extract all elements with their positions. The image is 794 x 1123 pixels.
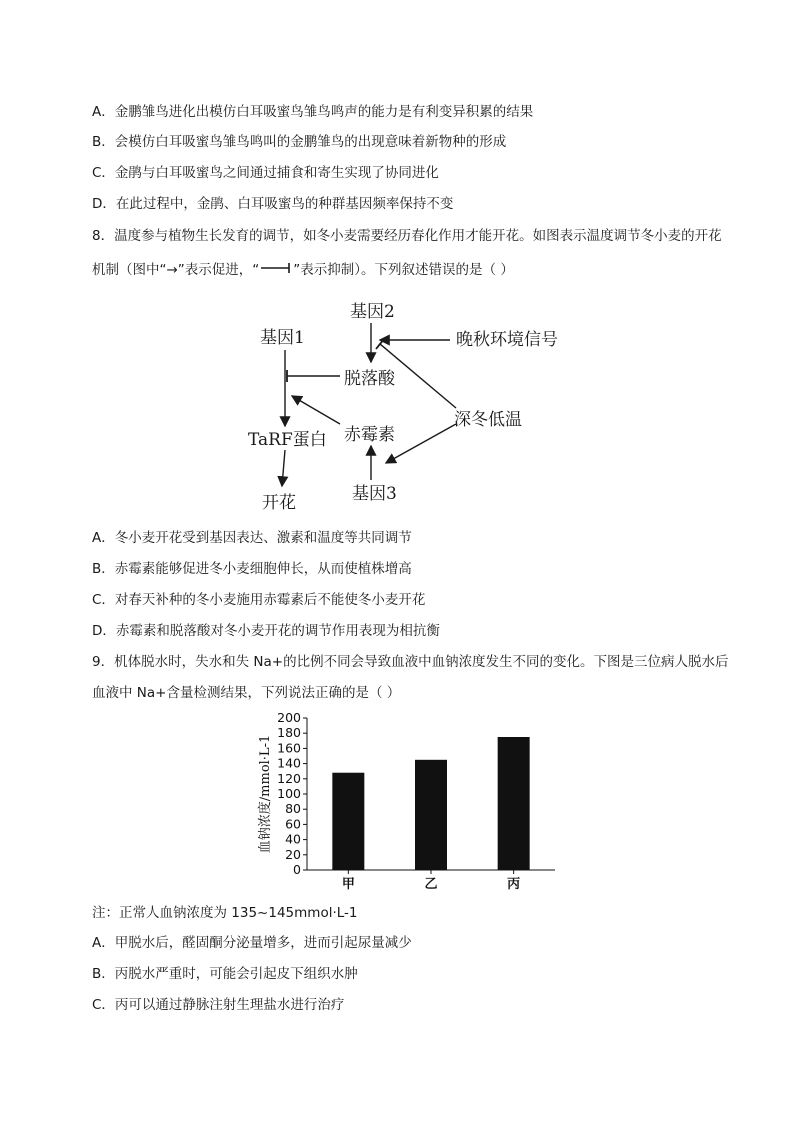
- q8-option-a: A．冬小麦开花受到基因表达、激素和温度等共同调节: [92, 530, 412, 546]
- blood-sodium-bar-chart: [240, 705, 570, 895]
- arrow-ga-to-tarf: [292, 396, 340, 424]
- y-tick-label: 20: [285, 846, 301, 862]
- y-tick-label: 140: [277, 755, 301, 771]
- q8-option-d: D．赤霉素和脱落酸对冬小麦开花的调节作用表现为相抗衡: [92, 623, 440, 639]
- inhibit-arrow-icon: [259, 261, 293, 279]
- y-tick-label: 100: [277, 786, 301, 801]
- q8-option-c: C．对春天补种的冬小麦施用赤霉素后不能使冬小麦开花: [92, 592, 426, 608]
- y-tick-label: 200: [277, 710, 301, 725]
- q8-stem-line2: [92, 261, 514, 279]
- node-late-autumn-signal: 晚秋环境信号: [456, 330, 558, 350]
- arrow-cold-to-gene3: [386, 424, 456, 463]
- q9-stem-line2: 血液中 Na+含量检测结果，下列说法正确的是（ ）: [92, 685, 401, 701]
- y-tick-label: 0: [293, 862, 301, 877]
- q8-stem-line2-pre: 机制（图中“→”表示促进，“: [92, 262, 260, 278]
- q9-option-a: A．甲脱水后，醛固酮分泌量增多，进而引起尿量减少: [92, 935, 412, 951]
- q8-stem-line1: 8．温度参与植物生长发育的调节，如冬小麦需要经历春化作用才能开花。如图表示温度调节冬小麦的开花: [92, 228, 722, 244]
- node-gene1: 基因1: [260, 328, 305, 348]
- node-deep-winter-cold: 深冬低温: [454, 410, 522, 430]
- node-gene2: 基因2: [350, 302, 395, 322]
- x-category-label: 甲: [341, 877, 355, 892]
- q9-option-b: B．丙脱水严重时，可能会引起皮下组织水肿: [92, 966, 358, 982]
- y-tick-label: 180: [277, 725, 301, 741]
- q7-option-b: B．会模仿白耳吸蜜鸟雏鸟鸣叫的金鹏雏鸟的出现意味着新物种的形成: [92, 134, 507, 150]
- bar-2: [415, 760, 447, 870]
- y-tick-label: 80: [285, 801, 301, 817]
- q9-stem-line1: 9．机体脱水时，失水和失 Na+的比例不同会导致血液中血钠浓度发生不同的变化。下图是三位病人脱水后: [92, 654, 729, 670]
- y-tick-label: 160: [277, 740, 301, 756]
- q7-option-a: A．金鹏雏鸟进化出模仿白耳吸蜜鸟雏鸟鸣声的能力是有利变异积累的结果: [92, 104, 534, 120]
- bar-1: [332, 773, 364, 870]
- bar-3: [498, 737, 530, 870]
- q7-option-c: C．金鹃与白耳吸蜜鸟之间通过捕食和寄生实现了协同进化: [92, 165, 439, 181]
- x-category-label: 乙: [424, 877, 438, 892]
- y-tick-label: 40: [285, 831, 301, 847]
- q9-option-c: C．丙可以通过静脉注射生理盐水进行治疗: [92, 997, 345, 1013]
- q8-option-b: B．赤霉素能够促进冬小麦细胞伸长，从而使植株增高: [92, 561, 412, 577]
- x-category-label: 丙: [507, 877, 521, 892]
- y-tick-label: 60: [285, 816, 301, 832]
- q9-note: 注：正常人血钠浓度为 135~145mmol·L-1: [92, 905, 358, 921]
- y-axis-label: 血钠浓度/mmol·L-1: [258, 734, 273, 854]
- y-tick-label: 120: [277, 770, 301, 786]
- flowering-regulation-diagram: [240, 298, 600, 518]
- node-flowering: 开花: [262, 493, 296, 513]
- node-gene3: 基因3: [352, 484, 397, 504]
- node-abscisic-acid: 脱落酸: [344, 369, 395, 389]
- arrow-tarf-to-flowering: [282, 450, 285, 486]
- node-tarf-protein: TaRF蛋白: [248, 430, 327, 450]
- q7-option-d: D．在此过程中，金鹃、白耳吸蜜鸟的种群基因频率保持不变: [92, 196, 454, 212]
- node-gibberellin: 赤霉素: [344, 425, 395, 445]
- q8-stem-line2-post: ”表示抑制）。下列叙述错误的是（ ）: [293, 262, 514, 278]
